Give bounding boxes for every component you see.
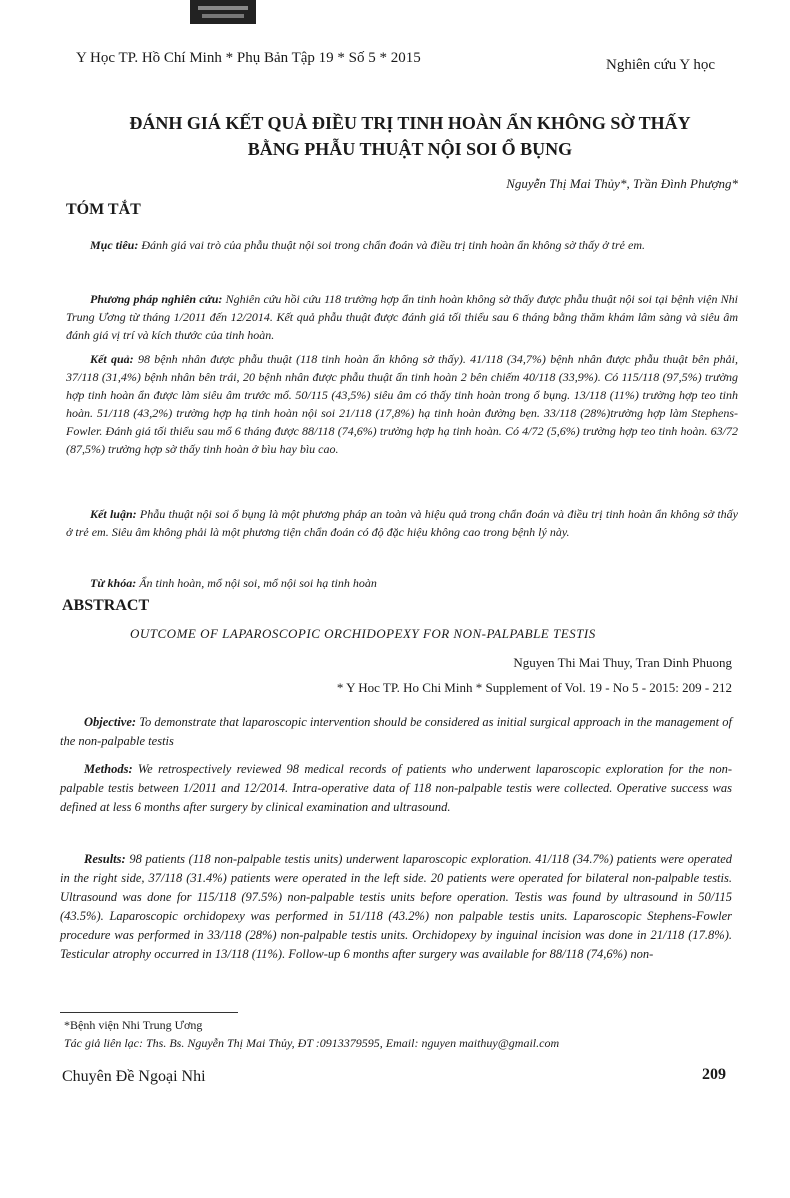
affiliation-footnote: *Bệnh viện Nhi Trung Ương	[64, 1018, 203, 1032]
results-text: 98 patients (118 non-palpable testis units) underwent laparoscopic exploration. 41/118 (34.7%) patients were operated in the right side, 37/118 (31.4%) patients were operated in the left side. 20 patients were operated for bilateral non-palpable testis. Ultrasound was done for 115/118 (97.5%) non-palpable testis units before operation. Testis was found by ultrasound in 50/115 (43.5%). Laparoscopic orchidopexy was performed in 51/118 (43.2%) non palpable testis units. Laparoscopic Stephens-Fowler procedure was performed in 33/118 (28%) non-palpable testis units. Orchidopexy by inguinal incision was done in 21/118 (17.8%). Testicular atrophy occurred in 13/118 (11%). Follow-up 6 months after surgery was available for 88/118 (74,6%) non-	[60, 852, 733, 961]
methods-label: Methods:	[84, 762, 133, 776]
ket-luan-text: Phẫu thuật nội soi ổ bụng là một phương pháp an toàn và hiệu quả trong chẩn đoán và điều trị tinh hoàn ẩn không sờ thấy ở trẻ em. Siêu âm không phải là một phương tiện chẩn đoán có độ đặc hiệu không cao trong bệnh lý này.	[66, 507, 738, 539]
ket-qua-paragraph	[66, 350, 738, 458]
ket-luan-paragraph	[66, 505, 738, 541]
title-line-2: BẰNG PHẪU THUẬT NỘI SOI Ổ BỤNG	[247, 139, 573, 159]
article-title	[60, 110, 760, 162]
muc-tieu-paragraph	[66, 236, 738, 254]
abstract-subtitle: OUTCOME OF LAPAROSCOPIC ORCHIDOPEXY FOR NON-PALPABLE TESTIS	[130, 626, 596, 641]
abstract-authors: Nguyen Thi Mai Thuy, Tran Dinh Phuong	[513, 655, 732, 670]
phuong-phap-label: Phương pháp nghiên cứu:	[90, 292, 223, 306]
muc-tieu-text: Đánh giá vai trò của phẫu thuật nội soi trong chẩn đoán và điều trị tinh hoàn ẩn không sờ thấy ở trẻ em.	[141, 238, 646, 252]
ket-luan-label: Kết luận:	[90, 507, 137, 521]
journal-header: Y Học TP. Hồ Chí Minh * Phụ Bản Tập 19 * Số 5 * 2015	[76, 50, 421, 66]
contact-footnote: Tác giả liên lạc: Ths. Bs. Nguyễn Thị Mai Thủy, ĐT :0913379595, Email: nguyen maithuy@gmail.com	[64, 1036, 560, 1050]
title-line-1: ĐÁNH GIÁ KẾT QUẢ ĐIỀU TRỊ TINH HOÀN ẨN KHÔNG SỜ THẤY	[129, 113, 691, 133]
objective-label: Objective:	[84, 715, 137, 729]
summary-heading: TÓM TẮT	[66, 201, 141, 218]
footnote-divider	[60, 1012, 238, 1013]
ket-qua-text: 98 bệnh nhân được phẫu thuật (118 tinh hoàn ẩn không sờ thấy). 41/118 (34,7%) bệnh nhân được phẫu thuật bên phải, 37/118 (31,4%) bệnh nhân bên trái, 20 bệnh nhân được phẫu thuật ẩn tinh hoàn 2 bên chiếm 40/118 (33,9%). Có 115/118 (97,5%) trường hợp tinh hoàn ẩn được làm siêu âm trước mổ. 50/115 (43,5%) siêu âm có thấy tinh hoàn trong ổ bụng. 13/118 (11%) trường hợp teo tinh hoàn. 51/118 (43,2%) trường hợp hạ tinh hoàn nội soi 21/118 (17,8%) hạ tinh hoàn đường bẹn. 33/118 (28%)trường hợp làm Stephens-Fowler. Đánh giá tối thiểu sau mổ 6 tháng được 88/118 (74,6%) trường hợp hạ tinh hoàn. Có 4/72 (5,6%) trường hợp teo tinh hoàn. 63/72 (87,5%) trường hợp sờ thấy tinh hoàn ở bìu hay bìu cao.	[66, 352, 738, 456]
methods-paragraph	[60, 760, 732, 817]
methods-text: We retrospectively reviewed 98 medical records of patients who underwent laparoscopic exploration for the non-palpable testis between 1/2011 and 12/2014. Intra-operative data of 118 non-palpable testis were collected. Operative success was defined at less 6 months after surgery by clinical examination and ultrasound.	[60, 762, 733, 814]
tu-khoa-text: Ẩn tinh hoàn, mổ nội soi, mổ nội soi hạ tinh hoàn	[139, 576, 377, 590]
objective-text: To demonstrate that laparoscopic intervention should be considered as initial surgical approach in the management of the non-palpable testis	[60, 715, 732, 748]
section-header: Nghiên cứu Y học	[606, 57, 716, 73]
objective-paragraph	[60, 713, 732, 751]
abstract-heading: ABSTRACT	[62, 597, 150, 614]
results-paragraph	[60, 850, 732, 964]
page-number: 209	[702, 1066, 726, 1083]
results-label: Results:	[84, 852, 126, 866]
ket-qua-label: Kết quả:	[90, 352, 134, 366]
tu-khoa-paragraph	[66, 574, 738, 592]
abstract-reference: * Y Hoc TP. Ho Chi Minh * Supplement of Vol. 19 - No 5 - 2015: 209 - 212	[336, 680, 732, 695]
tu-khoa-label: Từ khóa:	[90, 576, 137, 590]
authors: Nguyễn Thị Mai Thủy*, Trần Đình Phượng*	[506, 176, 738, 191]
footer-section: Chuyên Đề Ngoại Nhi	[62, 1068, 206, 1085]
phuong-phap-paragraph	[66, 290, 738, 344]
phuong-phap-text: Nghiên cứu hồi cứu 118 trường hợp ẩn tinh hoàn không sờ thấy được phẫu thuật nội soi tại bệnh viện Nhi Trung Ương từ tháng 1/2011 đến 12/2014. Kết quả phẫu thuật được đánh giá tối thiểu sau 6 tháng bằng thăm khám lâm sàng và siêu âm đánh giá vị trí và kích thước của tinh hoàn.	[66, 292, 738, 342]
journal-logo	[190, 0, 256, 24]
muc-tieu-label: Mục tiêu:	[90, 238, 139, 252]
